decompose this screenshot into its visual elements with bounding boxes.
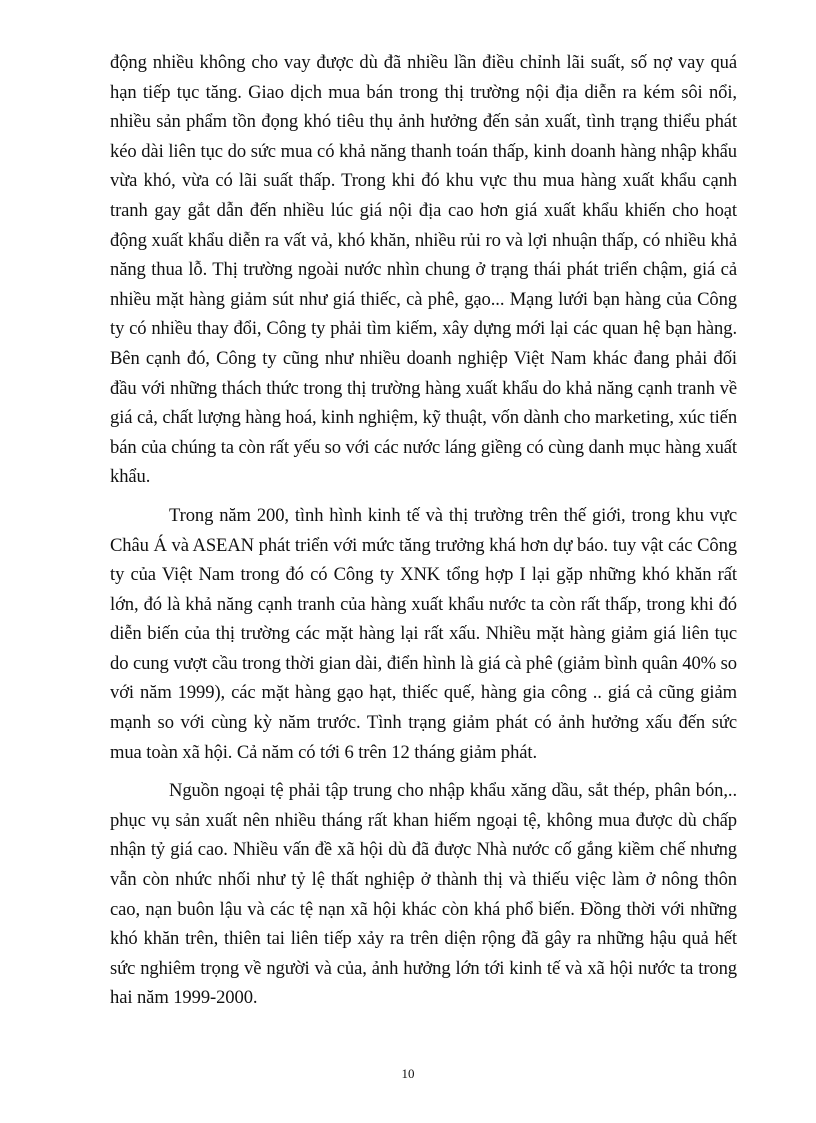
paragraph-2000-market: Trong năm 200, tình hình kinh tế và thị trường trên thế giới, trong khu vực Châu Á và ASEAN phát triển với mức tăng trưởng khá hơn dự báo. tuy vật các Công ty của Việt Nam trong đó có Công ty XNK tổng hợp I lại gặp những khó khăn rất lớn, đó là khả năng cạnh tranh của hàng xuất khẩu nước ta còn rất thấp, trong khi đó diễn biến của thị trường các mặt hàng lại rất xấu. Nhiều mặt hàng giảm giá liên tục do cung vượt cầu trong thời gian dài, điển hình là giá cà phê (giảm bình quân 40% so với năm 1999), các mặt hàng gạo hạt, thiếc quế, hàng gia công .. giá cả cũng giảm mạnh so với cùng kỳ năm trước. Tình trạng giảm phát có ảnh hưởng xấu đến sức mua toàn xã hội. Cả năm có tới 6 trên 12 tháng giảm phát. xyxy=(110,504,737,763)
paragraph-foreign-currency: Nguồn ngoại tệ phải tập trung cho nhập khẩu xăng dầu, sắt thép, phân bón,.. phục vụ sản xuất nên nhiều tháng rất khan hiếm ngoại tệ, không mua được dù chấp nhận tỷ giá cao. Nhiều vấn đề xã hội dù đã được Nhà nước cố gắng kiềm chế nhưng vẫn còn nhức nhối như tỷ lệ thất nghiệp ở thành thị và thiếu việc làm ở nông thôn cao, nạn buôn lậu và các tệ nạn xã hội khác còn khá phổ biến. Đồng thời với những khó khăn trên, thiên tai liên tiếp xảy ra trên diện rộng đã gây ra những hậu quả hết sức nghiêm trọng về người và của, ảnh hưởng lớn tới kinh tế và xã hội nước ta trong hai năm 1999-2000. xyxy=(110,780,737,1009)
body-text xyxy=(110,48,737,1022)
page-number: 10 xyxy=(401,1066,415,1081)
paragraph-continuation: động nhiều không cho vay được dù đã nhiều lần điều chỉnh lãi suất, số nợ vay quá hạn tiếp tục tăng. Giao dịch mua bán trong thị trường nội địa diễn ra kém sôi nổi, nhiều sản phẩm tồn đọng khó tiêu thụ ảnh hưởng đến sản xuất, tình trạng thiểu phát kéo dài liên tục do sức mua có khả năng thanh toán thấp, kinh doanh hàng nhập khẩu vừa khó, vừa có lãi suất thấp. Trong khi đó khu vực thu mua hàng xuất khẩu cạnh tranh gay gắt dẫn đến nhiều lúc giá nội địa cao hơn giá xuất khẩu khiến cho hoạt động xuất khẩu diễn ra vất vả, khó khăn, nhiều rủi ro và lợi nhuận thấp, có nhiều khả năng thua lỗ. Thị trường ngoài nước nhìn chung ở trạng thái phát triển chậm, giá cả nhiều mặt hàng giảm sút như giá thiếc, cà phê, gạo... Mạng lưới bạn hàng của Công ty có nhiều thay đổi, Công ty phải tìm kiếm, xây dựng mới lại các quan hệ bạn hàng. Bên cạnh đó, Công ty cũng như nhiều doanh nghiệp Việt Nam khác đang phải đối đầu với những thách thức trong thị trường hàng xuất khẩu do khả năng cạnh tranh về giá cả, chất lượng hàng hoá, kinh nghiệm, kỹ thuật, vốn dành cho marketing, xúc tiến bán của chúng ta còn rất yếu so với các nước láng giềng có cùng danh mục hàng xuất khẩu. xyxy=(110,52,738,488)
